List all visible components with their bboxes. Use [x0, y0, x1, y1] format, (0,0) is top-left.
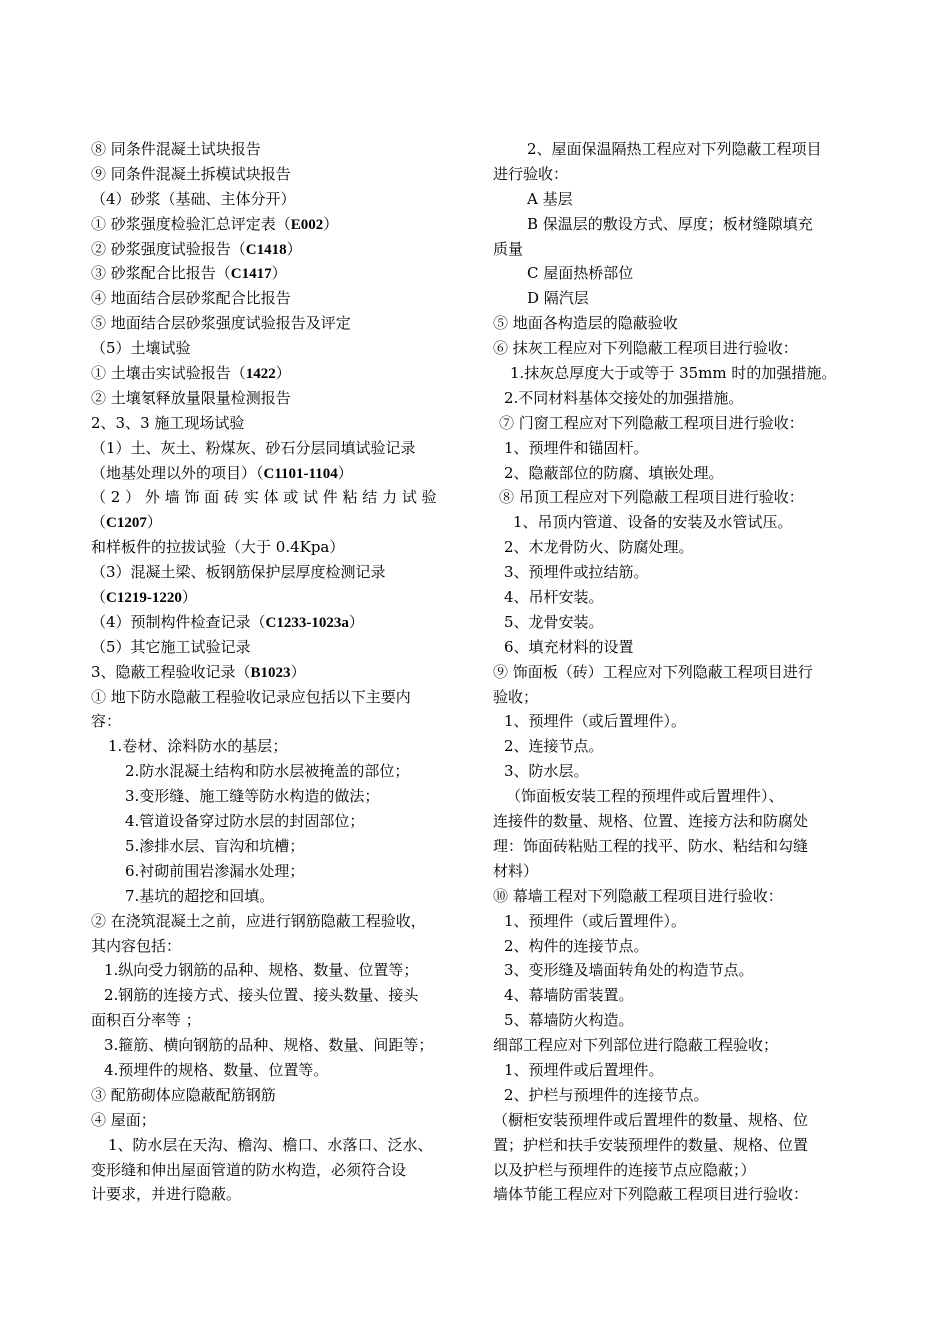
- right-column-line: [493, 734, 865, 759]
- line-text: （饰面板安装工程的预埋件或后置埋件）、: [506, 787, 784, 806]
- line-text: 3、防水层。: [504, 762, 589, 781]
- line-text: 2、构件的连接节点。: [504, 936, 649, 955]
- left-column-line: [91, 709, 469, 734]
- line-text-suffix: ）: [286, 239, 302, 258]
- line-text: 置；护栏和扶手安装预埋件的数量、规格、位置: [493, 1135, 809, 1154]
- line-text: 墙体节能工程应对下列隐蔽工程项目进行验收：: [493, 1185, 809, 1204]
- line-text: 7.基坑的超挖和回填。: [125, 886, 275, 905]
- left-column-line: [91, 610, 469, 635]
- right-column-line: [493, 784, 865, 809]
- line-text: 连接件的数量、规格、位置、连接方法和防腐处: [493, 812, 809, 831]
- right-column-line: [493, 162, 865, 187]
- right-column-line: [493, 660, 865, 685]
- line-text: ② 砂浆强度试验报告（: [91, 239, 246, 258]
- left-column-line: [91, 1158, 469, 1183]
- left-column-line: [91, 535, 469, 560]
- line-text: 2、连接节点。: [504, 737, 604, 756]
- left-column-line: [91, 1083, 469, 1108]
- line-text: D 隔汽层: [527, 289, 589, 308]
- right-column-line: [493, 1008, 865, 1033]
- record-code: C1207: [106, 515, 147, 532]
- line-text: 2、3、3 施工现场试验: [91, 413, 245, 432]
- record-code: C1101-1104: [263, 465, 338, 482]
- line-text: 以及护栏与预埋件的连接节点应隐蔽；）: [493, 1160, 756, 1179]
- line-text: 1、预埋件（或后置埋件）。: [504, 712, 687, 731]
- line-text: 3、变形缝及墙面转角处的构造节点。: [504, 961, 754, 980]
- left-column-line: [91, 386, 469, 411]
- right-column-line: [493, 535, 865, 560]
- right-column: [493, 137, 865, 1207]
- left-column-line: [91, 336, 469, 361]
- line-text: 4、幕墙防雷装置。: [504, 986, 634, 1005]
- right-column-line: [493, 336, 865, 361]
- line-text: （4）预制构件检查记录（: [91, 612, 266, 631]
- right-column-line: [493, 1158, 865, 1183]
- right-column-line: [493, 585, 865, 610]
- line-text: 3.箍筋、横向钢筋的品种、规格、数量、间距等；: [104, 1036, 434, 1055]
- line-text: ⑨ 饰面板（砖）工程应对下列隐蔽工程项目进行: [493, 662, 813, 681]
- right-column-line: [493, 1108, 865, 1133]
- line-text: （5）土壤试验: [91, 339, 191, 358]
- left-column-line: [91, 1133, 469, 1158]
- line-text: ④ 地面结合层砂浆配合比报告: [91, 289, 291, 308]
- left-column-line: [91, 560, 469, 585]
- line-text-suffix: ）: [348, 612, 364, 631]
- line-text-suffix: ）: [323, 214, 339, 233]
- line-text: （: [91, 513, 107, 532]
- left-column-line: [91, 187, 469, 212]
- line-text: （1）土、灰土、粉煤灰、砂石分层同填试验记录: [91, 438, 416, 457]
- line-text: ⑥ 抹灰工程应对下列隐蔽工程项目进行验收：: [493, 339, 798, 358]
- right-column-line: [493, 436, 865, 461]
- line-text: 2.钢筋的连接方式、接头位置、接头数量、接头: [104, 986, 419, 1005]
- left-column-line: [91, 884, 469, 909]
- line-text: B 保温层的敷设方式、厚度；板材缝隙填充: [527, 214, 813, 233]
- line-text-suffix: ）: [290, 662, 306, 681]
- right-column-line: [493, 1182, 865, 1207]
- right-column-line: [493, 237, 865, 262]
- line-text: ⑦ 门窗工程应对下列隐蔽工程项目进行验收：: [499, 413, 804, 432]
- left-column-line: [91, 510, 469, 535]
- right-column-line: [493, 635, 865, 660]
- left-column-line: [91, 137, 469, 162]
- line-text: 6、填充材料的设置: [504, 637, 634, 656]
- right-column-line: [493, 187, 865, 212]
- line-text: 1、吊顶内管道、设备的安装及水管试压。: [513, 513, 793, 532]
- line-text: 4、吊杆安装。: [504, 588, 604, 607]
- line-text: ② 在浇筑混凝土之前，应进行钢筋隐蔽工程验收，: [91, 911, 426, 930]
- line-text: 其内容包括：: [91, 936, 182, 955]
- line-text: 1.抹灰总厚度大于或等于 35mm 时的加强措施。: [510, 364, 837, 383]
- line-text: 材料）: [493, 861, 539, 880]
- line-text: 2、木龙骨防火、防腐处理。: [504, 538, 694, 557]
- line-text: 变形缝和伸出屋面管道的防水构造，必须符合设: [91, 1160, 407, 1179]
- right-column-line: [493, 685, 865, 710]
- right-column-line: [493, 560, 865, 585]
- right-column-line: [493, 411, 865, 436]
- right-column-line: [493, 709, 865, 734]
- left-column-line: [91, 809, 469, 834]
- left-column-line: [91, 859, 469, 884]
- left-column-line: [91, 162, 469, 187]
- line-text: 3、预埋件或拉结筋。: [504, 563, 649, 582]
- line-text: ⑤ 地面结合层砂浆强度试验报告及评定: [91, 314, 351, 333]
- right-column-line: [493, 610, 865, 635]
- line-text: ① 土壤击实试验报告（: [91, 364, 246, 383]
- left-column: [91, 137, 469, 1207]
- right-column-line: [493, 261, 865, 286]
- line-text: 2.防水混凝土结构和防水层被掩盖的部位；: [125, 762, 410, 781]
- record-code: C1418: [245, 241, 287, 258]
- line-text: （3）混凝土梁、板钢筋保护层厚度检测记录: [91, 563, 386, 582]
- left-column-line: [91, 734, 469, 759]
- line-text-suffix: ）: [271, 264, 287, 283]
- left-column-line: [91, 1033, 469, 1058]
- record-code: C1417: [230, 266, 272, 283]
- right-column-line: [493, 1133, 865, 1158]
- left-column-line: [91, 635, 469, 660]
- left-column-line: [91, 361, 469, 386]
- line-text: 进行验收：: [493, 164, 569, 183]
- line-text-suffix: ）: [275, 364, 291, 383]
- line-text: ① 地下防水隐蔽工程验收记录应包括以下主要内: [91, 687, 411, 706]
- right-column-line: [493, 386, 865, 411]
- line-text: 计要求，并进行隐蔽。: [91, 1185, 242, 1204]
- line-text-suffix: ）: [337, 463, 353, 482]
- left-column-line: [91, 660, 469, 685]
- line-text: 1、预埋件和锚固杆。: [504, 438, 649, 457]
- line-text: （4）砂浆（基础、主体分开）: [91, 189, 296, 208]
- left-column-line: [91, 461, 469, 486]
- left-column-line: [91, 1058, 469, 1083]
- line-text: C 屋面热桥部位: [527, 264, 634, 283]
- line-text: ⑤ 地面各构造层的隐蔽验收: [493, 314, 678, 333]
- left-column-line: [91, 834, 469, 859]
- right-column-line: [493, 361, 865, 386]
- right-column-line: [493, 461, 865, 486]
- left-column-line: [91, 685, 469, 710]
- line-text: 4.管道设备穿过防水层的封固部位；: [125, 812, 365, 831]
- line-text: ③ 配筋砌体应隐蔽配筋钢筋: [91, 1085, 276, 1104]
- line-text: 和样板件的拉拔试验（大于 0.4Kpa）: [91, 538, 345, 557]
- line-text: 验收；: [493, 687, 539, 706]
- line-text: 4.预埋件的规格、数量、位置等。: [104, 1060, 329, 1079]
- right-column-line: [493, 485, 865, 510]
- left-column-line: [91, 286, 469, 311]
- line-text: 5.渗排水层、盲沟和坑槽；: [125, 836, 305, 855]
- left-column-line: [91, 436, 469, 461]
- line-text: （地基处理以外的项目）（: [91, 463, 264, 482]
- record-code: E002: [290, 216, 324, 233]
- left-column-line: [91, 212, 469, 237]
- line-text: ⑧ 吊顶工程应对下列隐蔽工程项目进行验收：: [499, 488, 804, 507]
- line-text: 1、预埋件或后置埋件。: [504, 1060, 664, 1079]
- right-column-line: [493, 983, 865, 1008]
- line-text-suffix: ）: [146, 513, 162, 532]
- right-column-line: [493, 212, 865, 237]
- right-column-line: [493, 311, 865, 336]
- line-text: （: [91, 588, 107, 607]
- line-text: ① 砂浆强度检验汇总评定表（: [91, 214, 291, 233]
- line-text: 1、防水层在天沟、檐沟、檐口、水落口、泛水、: [108, 1135, 433, 1154]
- left-column-line: [91, 485, 469, 510]
- line-text: ④ 屋面；: [91, 1110, 156, 1129]
- line-text: ⑩ 幕墙工程对下列隐蔽工程项目进行验收：: [493, 886, 783, 905]
- left-column-line: [91, 1182, 469, 1207]
- left-column-line: [91, 784, 469, 809]
- line-text: 面积百分率等 ；: [91, 1011, 201, 1030]
- line-text: ⑧ 同条件混凝土试块报告: [91, 140, 261, 158]
- right-column-line: [493, 510, 865, 535]
- right-column-line: [493, 859, 865, 884]
- line-text: A 基层: [527, 189, 573, 208]
- record-code: B1023: [250, 664, 291, 681]
- line-text: （5）其它施工试验记录: [91, 637, 251, 656]
- record-code: 1422: [245, 366, 276, 383]
- right-column-line: [493, 958, 865, 983]
- left-column-line: [91, 909, 469, 934]
- line-text: （橱柜安装预埋件或后置埋件的数量、规格、位: [493, 1110, 809, 1129]
- line-text: ② 土壤氡释放量限量检测报告: [91, 388, 291, 407]
- line-text: 细部工程应对下列部位进行隐蔽工程验收；: [493, 1036, 779, 1055]
- line-text: 2.不同材料基体交接处的加强措施。: [504, 388, 744, 407]
- left-column-line: [91, 934, 469, 959]
- left-column-line: [91, 983, 469, 1008]
- line-text: 5、龙骨安装。: [504, 612, 604, 631]
- line-text: 3.变形缝、施工缝等防水构造的做法；: [125, 787, 380, 806]
- right-column-line: [493, 909, 865, 934]
- left-column-line: [91, 411, 469, 436]
- line-text: 3、隐蔽工程验收记录（: [91, 662, 251, 681]
- line-text: 2、护栏与预埋件的连接节点。: [504, 1085, 709, 1104]
- right-column-line: [493, 884, 865, 909]
- right-column-line: [493, 1058, 865, 1083]
- right-column-line: [493, 137, 865, 162]
- line-text: 容：: [91, 712, 122, 731]
- line-text: （ 2 ） 外 墙 饰 面 砖 实 体 或 试 件 粘 结 力 试 验: [91, 488, 437, 507]
- right-column-line: [493, 286, 865, 311]
- line-text: 2、屋面保温隔热工程应对下列隐蔽工程项目: [527, 140, 822, 158]
- record-code: C1233-1023a: [265, 614, 349, 631]
- right-column-line: [493, 759, 865, 784]
- right-column-line: [493, 834, 865, 859]
- line-text: 1.卷材、涂料防水的基层；: [108, 737, 288, 756]
- left-column-line: [91, 1008, 469, 1033]
- line-text: ③ 砂浆配合比报告（: [91, 264, 231, 283]
- left-column-line: [91, 585, 469, 610]
- left-column-line: [91, 311, 469, 336]
- left-column-line: [91, 261, 469, 286]
- right-column-line: [493, 1033, 865, 1058]
- right-column-line: [493, 809, 865, 834]
- line-text-suffix: ）: [181, 588, 197, 607]
- line-text: 6.衬砌前围岩渗漏水处理；: [125, 861, 305, 880]
- left-column-line: [91, 759, 469, 784]
- line-text: 2、隐蔽部位的防腐、填嵌处理。: [504, 463, 724, 482]
- right-column-line: [493, 934, 865, 959]
- left-column-line: [91, 237, 469, 262]
- line-text: 质量: [493, 239, 524, 258]
- left-column-line: [91, 958, 469, 983]
- line-text: 1、预埋件（或后置埋件）。: [504, 911, 687, 930]
- line-text: 5、幕墙防火构造。: [504, 1011, 634, 1030]
- line-text: ⑨ 同条件混凝土拆模试块报告: [91, 164, 291, 183]
- line-text: 理：饰面砖粘贴工程的找平、防水、粘结和勾缝: [493, 836, 809, 855]
- record-code: C1219-1220: [106, 590, 182, 607]
- left-column-line: [91, 1108, 469, 1133]
- right-column-line: [493, 1083, 865, 1108]
- line-text: 1.纵向受力钢筋的品种、规格、数量、位置等；: [104, 961, 419, 980]
